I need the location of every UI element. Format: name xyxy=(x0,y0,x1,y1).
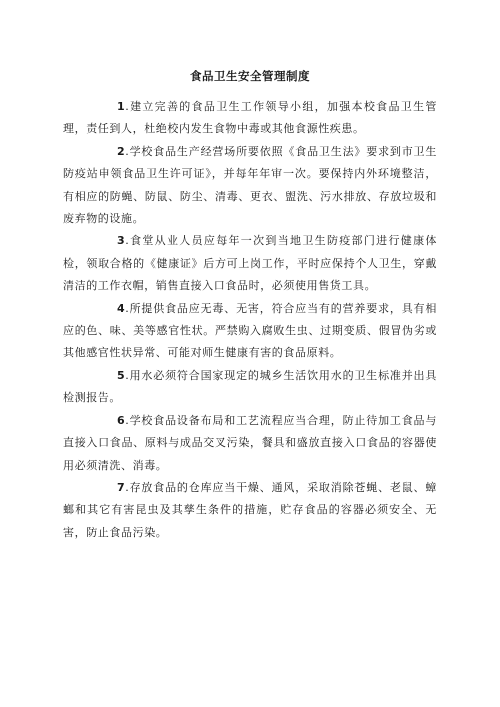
paragraph-text: .存放食品的仓库应当干燥、通风，采取消除苍蝇、老鼠、蟑螂和其它有害昆虫及其孳生条件的措施，贮存食品的容器必须安全、无害，防止食品污染。 xyxy=(63,480,437,539)
paragraph-5 xyxy=(63,365,437,410)
paragraph-number: 5 xyxy=(117,368,126,382)
paragraph-number: 7 xyxy=(117,480,126,494)
paragraph-text: .用水必须符合国家现定的城乡生活饮用水的卫生标准并出具检测报告。 xyxy=(63,368,437,405)
paragraph-7 xyxy=(63,477,437,544)
paragraph-text: .食堂从业人员应每年一次到当地卫生防疫部门进行健康体检，领取合格的《健康证》后方可上岗工作，平时应保持个人卫生，穿戴清洁的工作衣帽，销售直接入口食品时，必须使用售货工具。 xyxy=(63,234,437,293)
paragraph-2 xyxy=(63,141,437,231)
paragraph-text: .学校食品设备布局和工艺流程应当合理，防止待加工食品与直接入口食品、原料与成品交叉污染，餐具和盛放直接入口食品的容器使用必须清洗、消毒。 xyxy=(63,413,437,472)
paragraph-text: .学校食品生产经营场所要依照《食品卫生法》要求到市卫生防疫站申领食品卫生许可证》，并每年年审一次。要保持内外环境整洁，有相应的防蝇、防鼠、防尘、清毒、更衣、盥洗、污水排放、存放垃圾和废弃物的设施。 xyxy=(63,144,437,226)
paragraph-6 xyxy=(63,410,437,477)
paragraph-number: 4 xyxy=(117,301,126,315)
document-body xyxy=(63,96,437,544)
paragraph-1 xyxy=(63,96,437,141)
paragraph-number: 1 xyxy=(117,100,126,113)
paragraph-number: 3 xyxy=(117,234,126,248)
paragraph-number: 2 xyxy=(117,144,126,158)
paragraph-text: .所提供食品应无毒、无害，符合应当有的营养要求，具有相应的色、味、美等感官性状。严禁购入腐败生虫、过期变质、假冒伪劣或其他感官性状异常、可能对师生健康有害的食品原料。 xyxy=(63,301,437,360)
paragraph-number: 6 xyxy=(117,413,126,427)
paragraph-3 xyxy=(63,230,437,297)
paragraph-4 xyxy=(63,298,437,365)
paragraph-text: .建立完善的食品卫生工作领导小组，加强本校食品卫生管理，责任到人，杜绝校内发生食物中毒或其他食源性疾患。 xyxy=(63,100,437,136)
document-title: 食品卫生安全管理制度 xyxy=(190,69,310,83)
